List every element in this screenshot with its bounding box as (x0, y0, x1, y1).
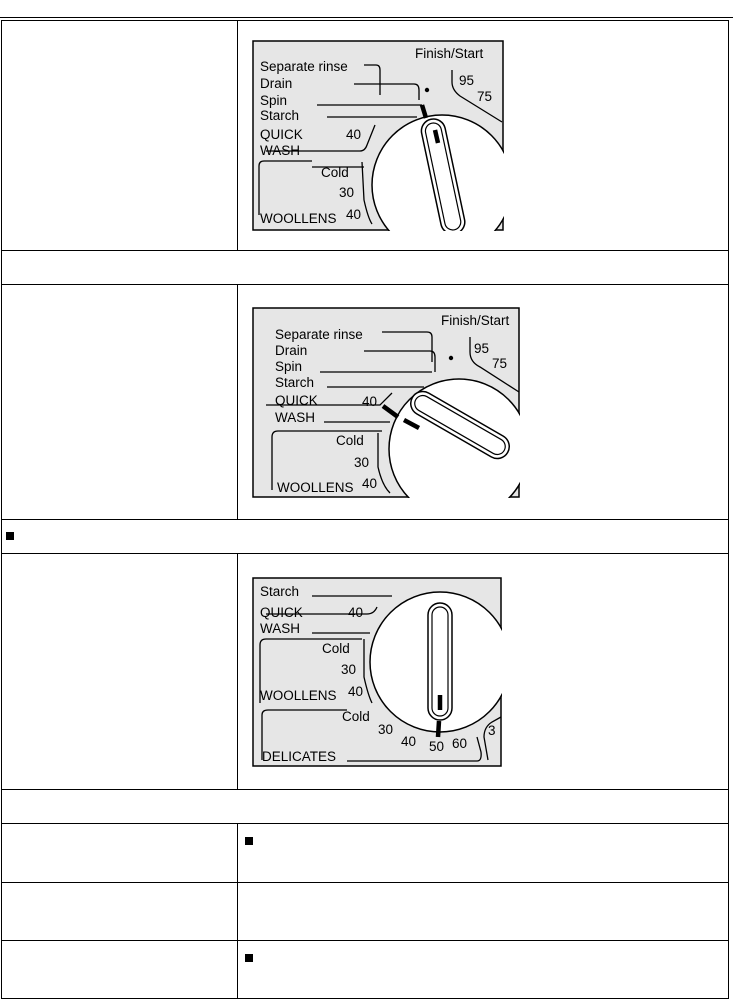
cold-label: Cold (322, 640, 350, 656)
finish-start-label: Finish/Start (441, 312, 510, 328)
table-row (2, 554, 729, 790)
table-row (2, 941, 729, 999)
quick-wash-temp: 40 (346, 127, 362, 142)
cold-label: Cold (321, 165, 349, 180)
bullet-icon (245, 837, 253, 845)
quick-label: QUICK (260, 127, 303, 142)
spin-label: Spin (260, 93, 288, 108)
delicates-cold-label: Cold (342, 708, 370, 724)
table-row (2, 520, 729, 554)
woollens-label: WOOLLENS (260, 211, 337, 226)
table-row (2, 285, 729, 520)
step-text-cell (238, 883, 729, 941)
separate-rinse-label: Separate rinse (275, 326, 363, 342)
wash-label: WASH (260, 143, 300, 158)
quick-wash-temp: 40 (348, 604, 364, 620)
edge-digit: 3 (488, 722, 496, 738)
delicates-temp-50: 50 (429, 738, 445, 754)
quick-label: QUICK (275, 392, 318, 408)
temp-95: 95 (459, 73, 475, 88)
drain-label: Drain (260, 76, 293, 91)
text-row (2, 251, 729, 285)
quick-label: QUICK (260, 604, 303, 620)
separate-rinse-label: Separate rinse (260, 59, 348, 74)
woollens-label: WOOLLENS (277, 479, 354, 495)
bullet-icon (6, 532, 14, 540)
woollens-temp: 40 (346, 207, 362, 222)
text-row (2, 520, 729, 554)
figure-cell (238, 554, 729, 790)
step-text-cell (238, 824, 729, 883)
cold-label: Cold (336, 432, 364, 448)
temp-30: 30 (341, 661, 357, 677)
temp-75: 75 (477, 89, 493, 104)
starch-label: Starch (260, 583, 300, 599)
header-rule (0, 17, 733, 18)
instruction-table (1, 20, 729, 999)
table-row (2, 251, 729, 285)
step-label-cell (2, 824, 238, 883)
woollens-temp: 40 (362, 475, 378, 491)
delicates-label: DELICATES (262, 748, 337, 764)
step-label-cell (2, 285, 238, 520)
figure-cell (238, 285, 729, 520)
step-label-cell (2, 554, 238, 790)
text-row (2, 790, 729, 824)
quick-wash-temp: 40 (362, 393, 378, 409)
step-label-cell (2, 883, 238, 941)
bullet-icon (245, 954, 253, 962)
step-label-cell (2, 21, 238, 251)
wash-label: WASH (260, 620, 300, 636)
step-text-cell (238, 941, 729, 999)
temp-95: 95 (474, 340, 490, 356)
woollens-temp: 40 (348, 683, 364, 699)
spin-label: Spin (275, 358, 303, 374)
programme-dial-panel-3 (252, 577, 502, 767)
step-label-cell (2, 941, 238, 999)
table-row (2, 790, 729, 824)
finish-start-label: Finish/Start (415, 46, 484, 61)
temp-30: 30 (339, 185, 355, 200)
table-row (2, 21, 729, 251)
table-row (2, 883, 729, 941)
wash-label: WASH (275, 409, 315, 425)
figure-cell (238, 21, 729, 251)
delicates-temp-30: 30 (378, 721, 394, 737)
programme-dial-panel-1 (252, 40, 504, 231)
starch-label: Starch (275, 374, 315, 390)
woollens-label: WOOLLENS (260, 687, 337, 703)
starch-label: Starch (260, 108, 300, 123)
delicates-temp-60: 60 (452, 735, 468, 751)
delicates-temp-40: 40 (401, 733, 417, 749)
drain-label: Drain (275, 342, 308, 358)
table-row (2, 824, 729, 883)
temp-75: 75 (492, 355, 508, 371)
temp-30: 30 (354, 454, 370, 470)
programme-dial-panel-2 (252, 307, 520, 498)
